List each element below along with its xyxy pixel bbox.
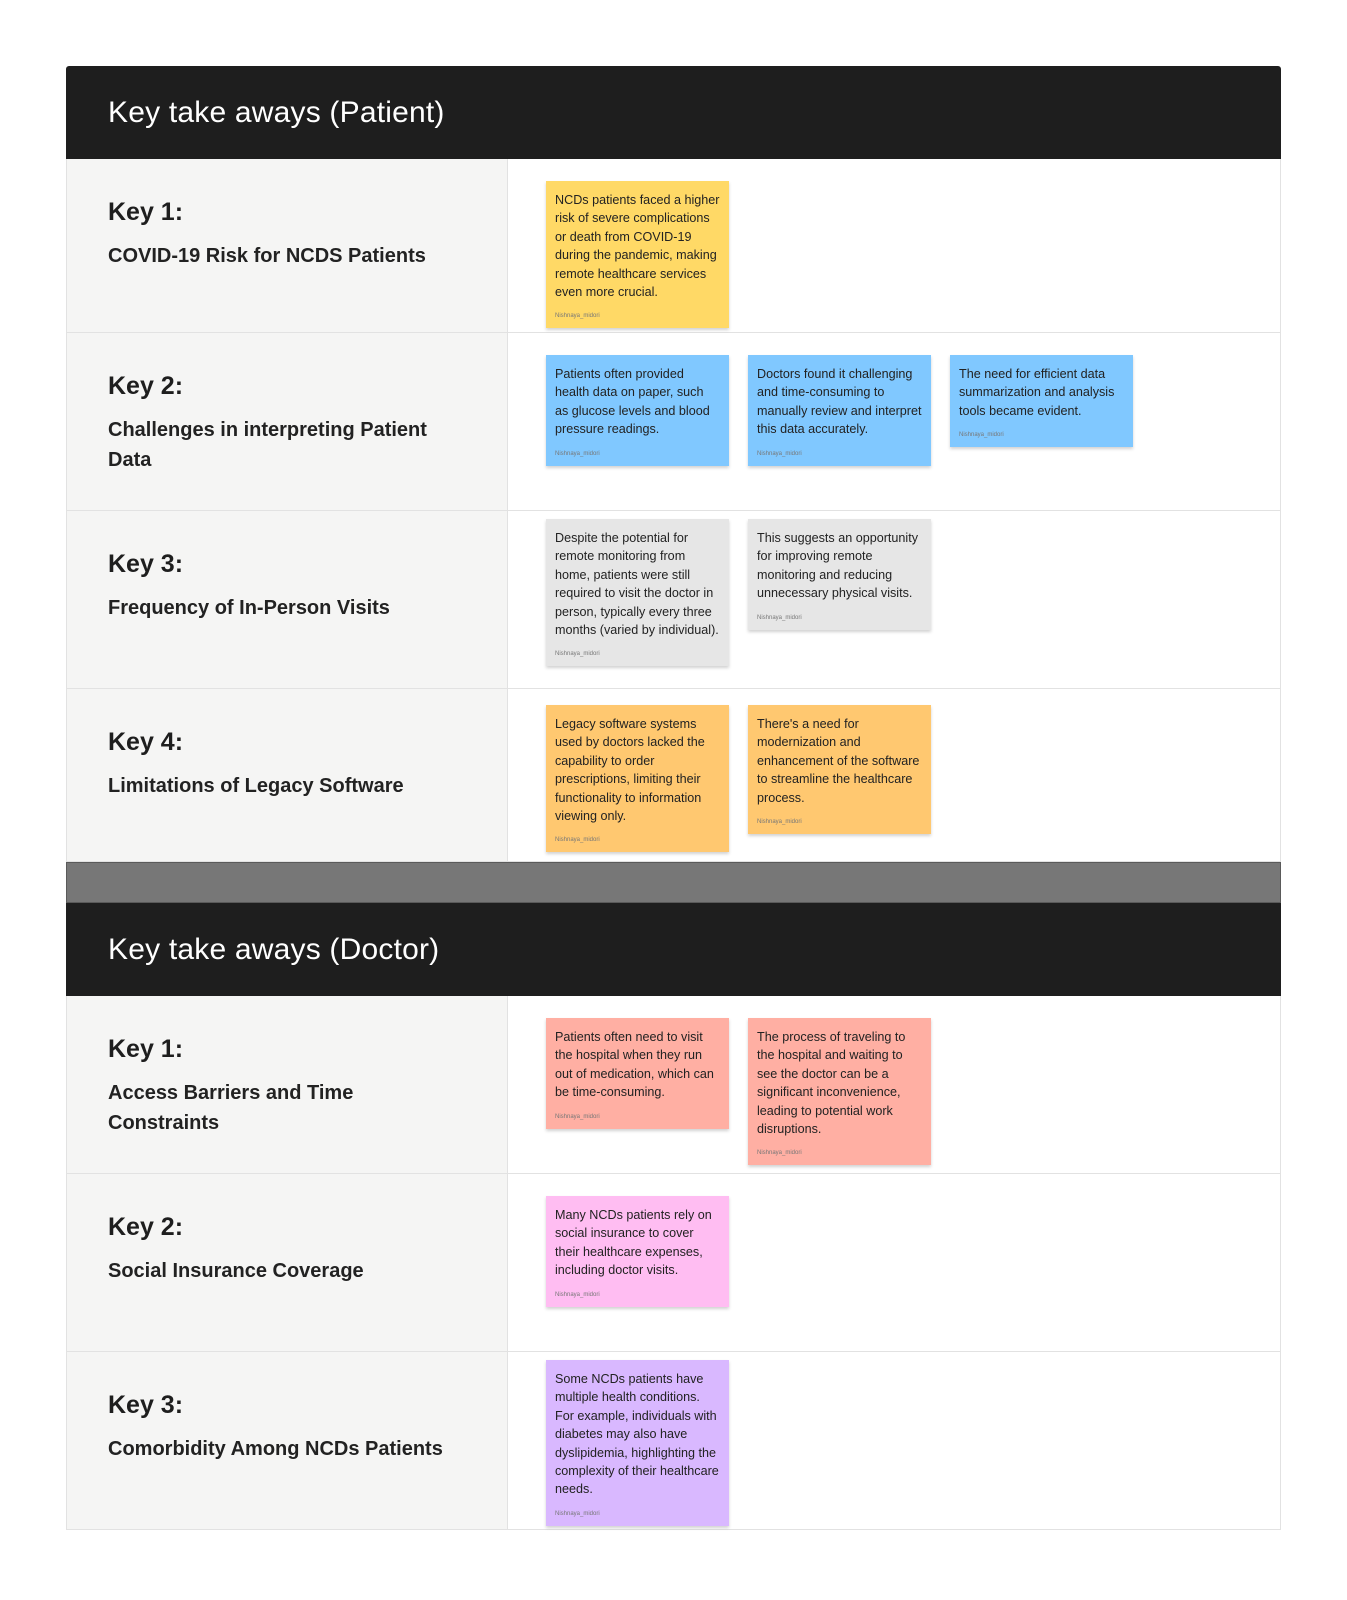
note-author: Nishnaya_midori (555, 1113, 600, 1120)
note-text: There's a need for modernization and enhancement of the software to streamline the healthcare process. (757, 717, 920, 805)
note-text: The need for efficient data summarization and analysis tools became evident. (959, 367, 1115, 418)
note-author: Nishnaya_midori (555, 837, 600, 844)
key-title: Challenges in interpreting Patient Data (108, 419, 427, 471)
sticky-note[interactable] (546, 355, 729, 466)
note-author: Nishnaya_midori (757, 614, 802, 621)
sticky-notes (508, 1352, 1280, 1529)
note-text: Patients often provided health data on paper, such as glucose levels and blood pressure readings. (555, 367, 710, 437)
sticky-note[interactable] (546, 1018, 729, 1129)
section-header (66, 66, 1281, 159)
section-header (66, 903, 1281, 996)
note-text: Doctors found it challenging and time-consuming to manually review and interpret this data accurately. (757, 367, 922, 437)
key-number: Key 1: (108, 1035, 184, 1063)
sticky-note[interactable] (748, 355, 931, 466)
row-label (67, 1352, 508, 1529)
note-author: Nishnaya_midori (555, 1291, 600, 1298)
sticky-notes (508, 159, 1280, 332)
sticky-notes (508, 333, 1280, 510)
sticky-note[interactable] (748, 1018, 931, 1165)
sticky-notes (508, 511, 1280, 688)
sticky-note[interactable] (546, 519, 729, 666)
key-title: Social Insurance Coverage (108, 1260, 364, 1282)
note-text: Patients often need to visit the hospital when they run out of medication, which can be time-consuming. (555, 1030, 714, 1100)
sticky-note[interactable] (748, 705, 931, 834)
note-text: The process of traveling to the hospital and waiting to see the doctor can be a significant inconvenience, leading to potential work disruptions. (757, 1030, 906, 1137)
note-author: Nishnaya_midori (555, 450, 600, 457)
note-author: Nishnaya_midori (555, 1510, 600, 1517)
note-text: Despite the potential for remote monitoring from home, patients were still required to visit the doctor in person, typically every three months (varied by individual). (555, 531, 719, 638)
note-author: Nishnaya_midori (757, 1150, 802, 1157)
takeaway-row (66, 689, 1281, 862)
section-doctor (66, 903, 1281, 1530)
section-title: Key take aways (Doctor) (108, 932, 440, 966)
sticky-notes (508, 689, 1280, 861)
row-label (67, 689, 508, 861)
key-takeaways-board (66, 66, 1281, 1530)
key-number: Key 2: (108, 372, 184, 400)
takeaway-row (66, 1352, 1281, 1530)
sticky-note[interactable] (546, 181, 729, 328)
key-title: COVID-19 Risk for NCDS Patients (108, 245, 426, 267)
note-text: Many NCDs patients rely on social insurance to cover their healthcare expenses, including doctor visits. (555, 1208, 712, 1278)
key-number: Key 3: (108, 550, 184, 578)
key-number: Key 1: (108, 198, 184, 226)
takeaway-row (66, 1174, 1281, 1352)
note-author: Nishnaya_midori (757, 819, 802, 826)
key-number: Key 4: (108, 728, 184, 756)
sticky-notes (508, 996, 1280, 1173)
section-patient (66, 66, 1281, 862)
key-number: Key 2: (108, 1213, 184, 1241)
note-text: Legacy software systems used by doctors lacked the capability to order prescriptions, limiting their functionality to information viewing only. (555, 717, 705, 824)
section-title: Key take aways (Patient) (108, 95, 445, 129)
note-author: Nishnaya_midori (757, 450, 802, 457)
row-label (67, 1174, 508, 1351)
takeaway-row (66, 333, 1281, 511)
section-divider (66, 862, 1281, 903)
sticky-note[interactable] (546, 705, 729, 852)
row-label (67, 159, 508, 332)
sticky-note[interactable] (546, 1196, 729, 1307)
key-title: Comorbidity Among NCDs Patients (108, 1438, 443, 1460)
note-author: Nishnaya_midori (555, 313, 600, 320)
key-title: Frequency of In-Person Visits (108, 597, 390, 619)
sticky-note[interactable] (546, 1360, 729, 1526)
note-text: NCDs patients faced a higher risk of severe complications or death from COVID-19 during the pandemic, making remote healthcare services even more crucial. (555, 193, 720, 300)
note-text: This suggests an opportunity for improving remote monitoring and reducing unnecessary physical visits. (757, 531, 919, 601)
row-label (67, 996, 508, 1173)
key-title: Limitations of Legacy Software (108, 775, 404, 797)
sticky-note[interactable] (748, 519, 931, 630)
key-number: Key 3: (108, 1391, 184, 1419)
takeaway-row (66, 159, 1281, 333)
sticky-note[interactable] (950, 355, 1133, 447)
row-label (67, 333, 508, 510)
note-author: Nishnaya_midori (555, 651, 600, 658)
note-text: Some NCDs patients have multiple health conditions. For example, individuals with diabetes may also have dyslipidemia, highlighting the complexity of their healthcare needs. (555, 1372, 719, 1497)
note-author: Nishnaya_midori (959, 432, 1004, 439)
row-label (67, 511, 508, 688)
takeaway-row (66, 996, 1281, 1174)
sticky-notes (508, 1174, 1280, 1351)
key-title: Access Barriers and Time Constraints (108, 1082, 354, 1134)
takeaway-row (66, 511, 1281, 689)
